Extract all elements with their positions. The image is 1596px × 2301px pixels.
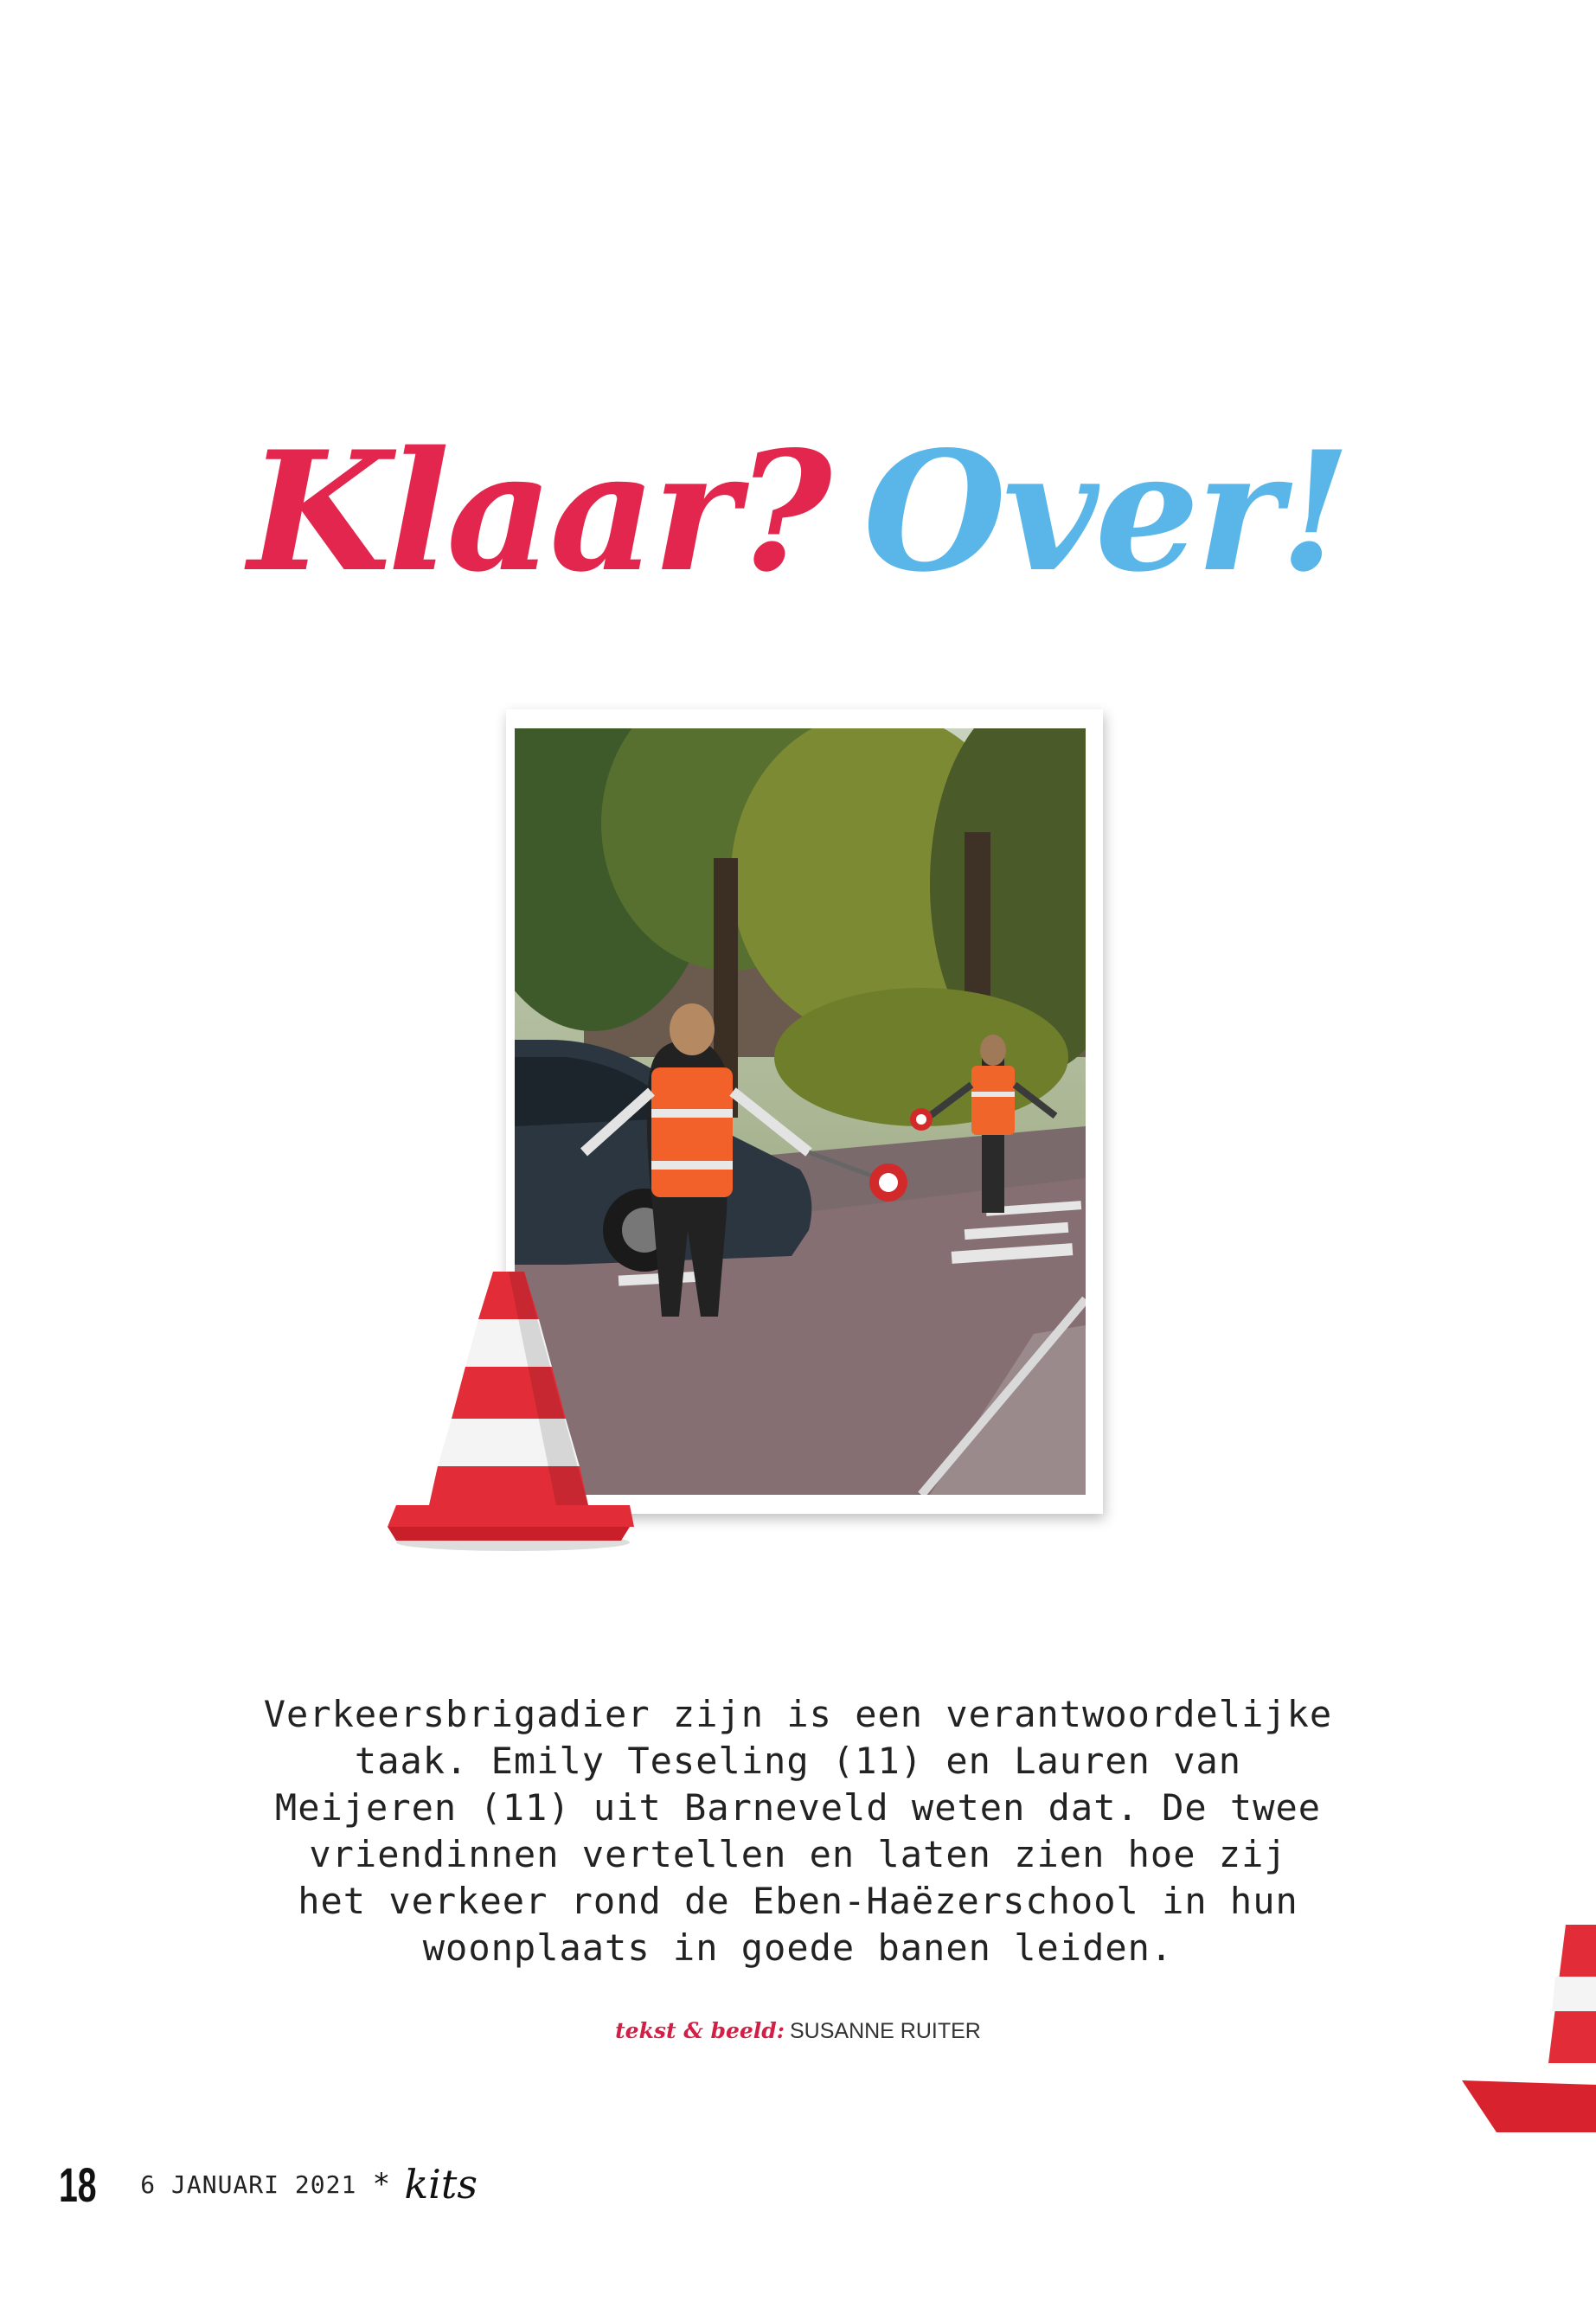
magazine-name: kits [404, 2161, 478, 2208]
page-title [0, 415, 1596, 609]
traffic-cone-icon [388, 1267, 638, 1553]
intro-line: woonplaats in goede banen leiden. [422, 1926, 1174, 1969]
title-word-over: Over! [862, 415, 1349, 609]
intro-line: taak. Emily Teseling (11) en Lauren van [354, 1740, 1242, 1782]
page-footer [59, 2158, 478, 2210]
separator-star: * [374, 2167, 389, 2202]
byline-name: SUSANNE RUITER [790, 2019, 981, 2043]
intro-line: Meijeren (11) uit Barneveld weten dat. De twee [274, 1786, 1322, 1829]
issue-date: 6 JANUARI 2021 [140, 2170, 357, 2199]
intro-line: Verkeersbrigadier zijn is een verantwoordelijke [263, 1693, 1333, 1735]
byline-label: tekst & beeld: [615, 2018, 785, 2043]
page-number: 18 [59, 2157, 97, 2212]
title-word-klaar: Klaar? [247, 415, 829, 609]
intro-line: vriendinnen vertellen en laten zien hoe zij [309, 1833, 1287, 1875]
intro-text [208, 1691, 1388, 1971]
intro-line: het verkeer rond de Eben-Haëzerschool in hun [298, 1880, 1298, 1922]
byline [0, 2018, 1596, 2044]
